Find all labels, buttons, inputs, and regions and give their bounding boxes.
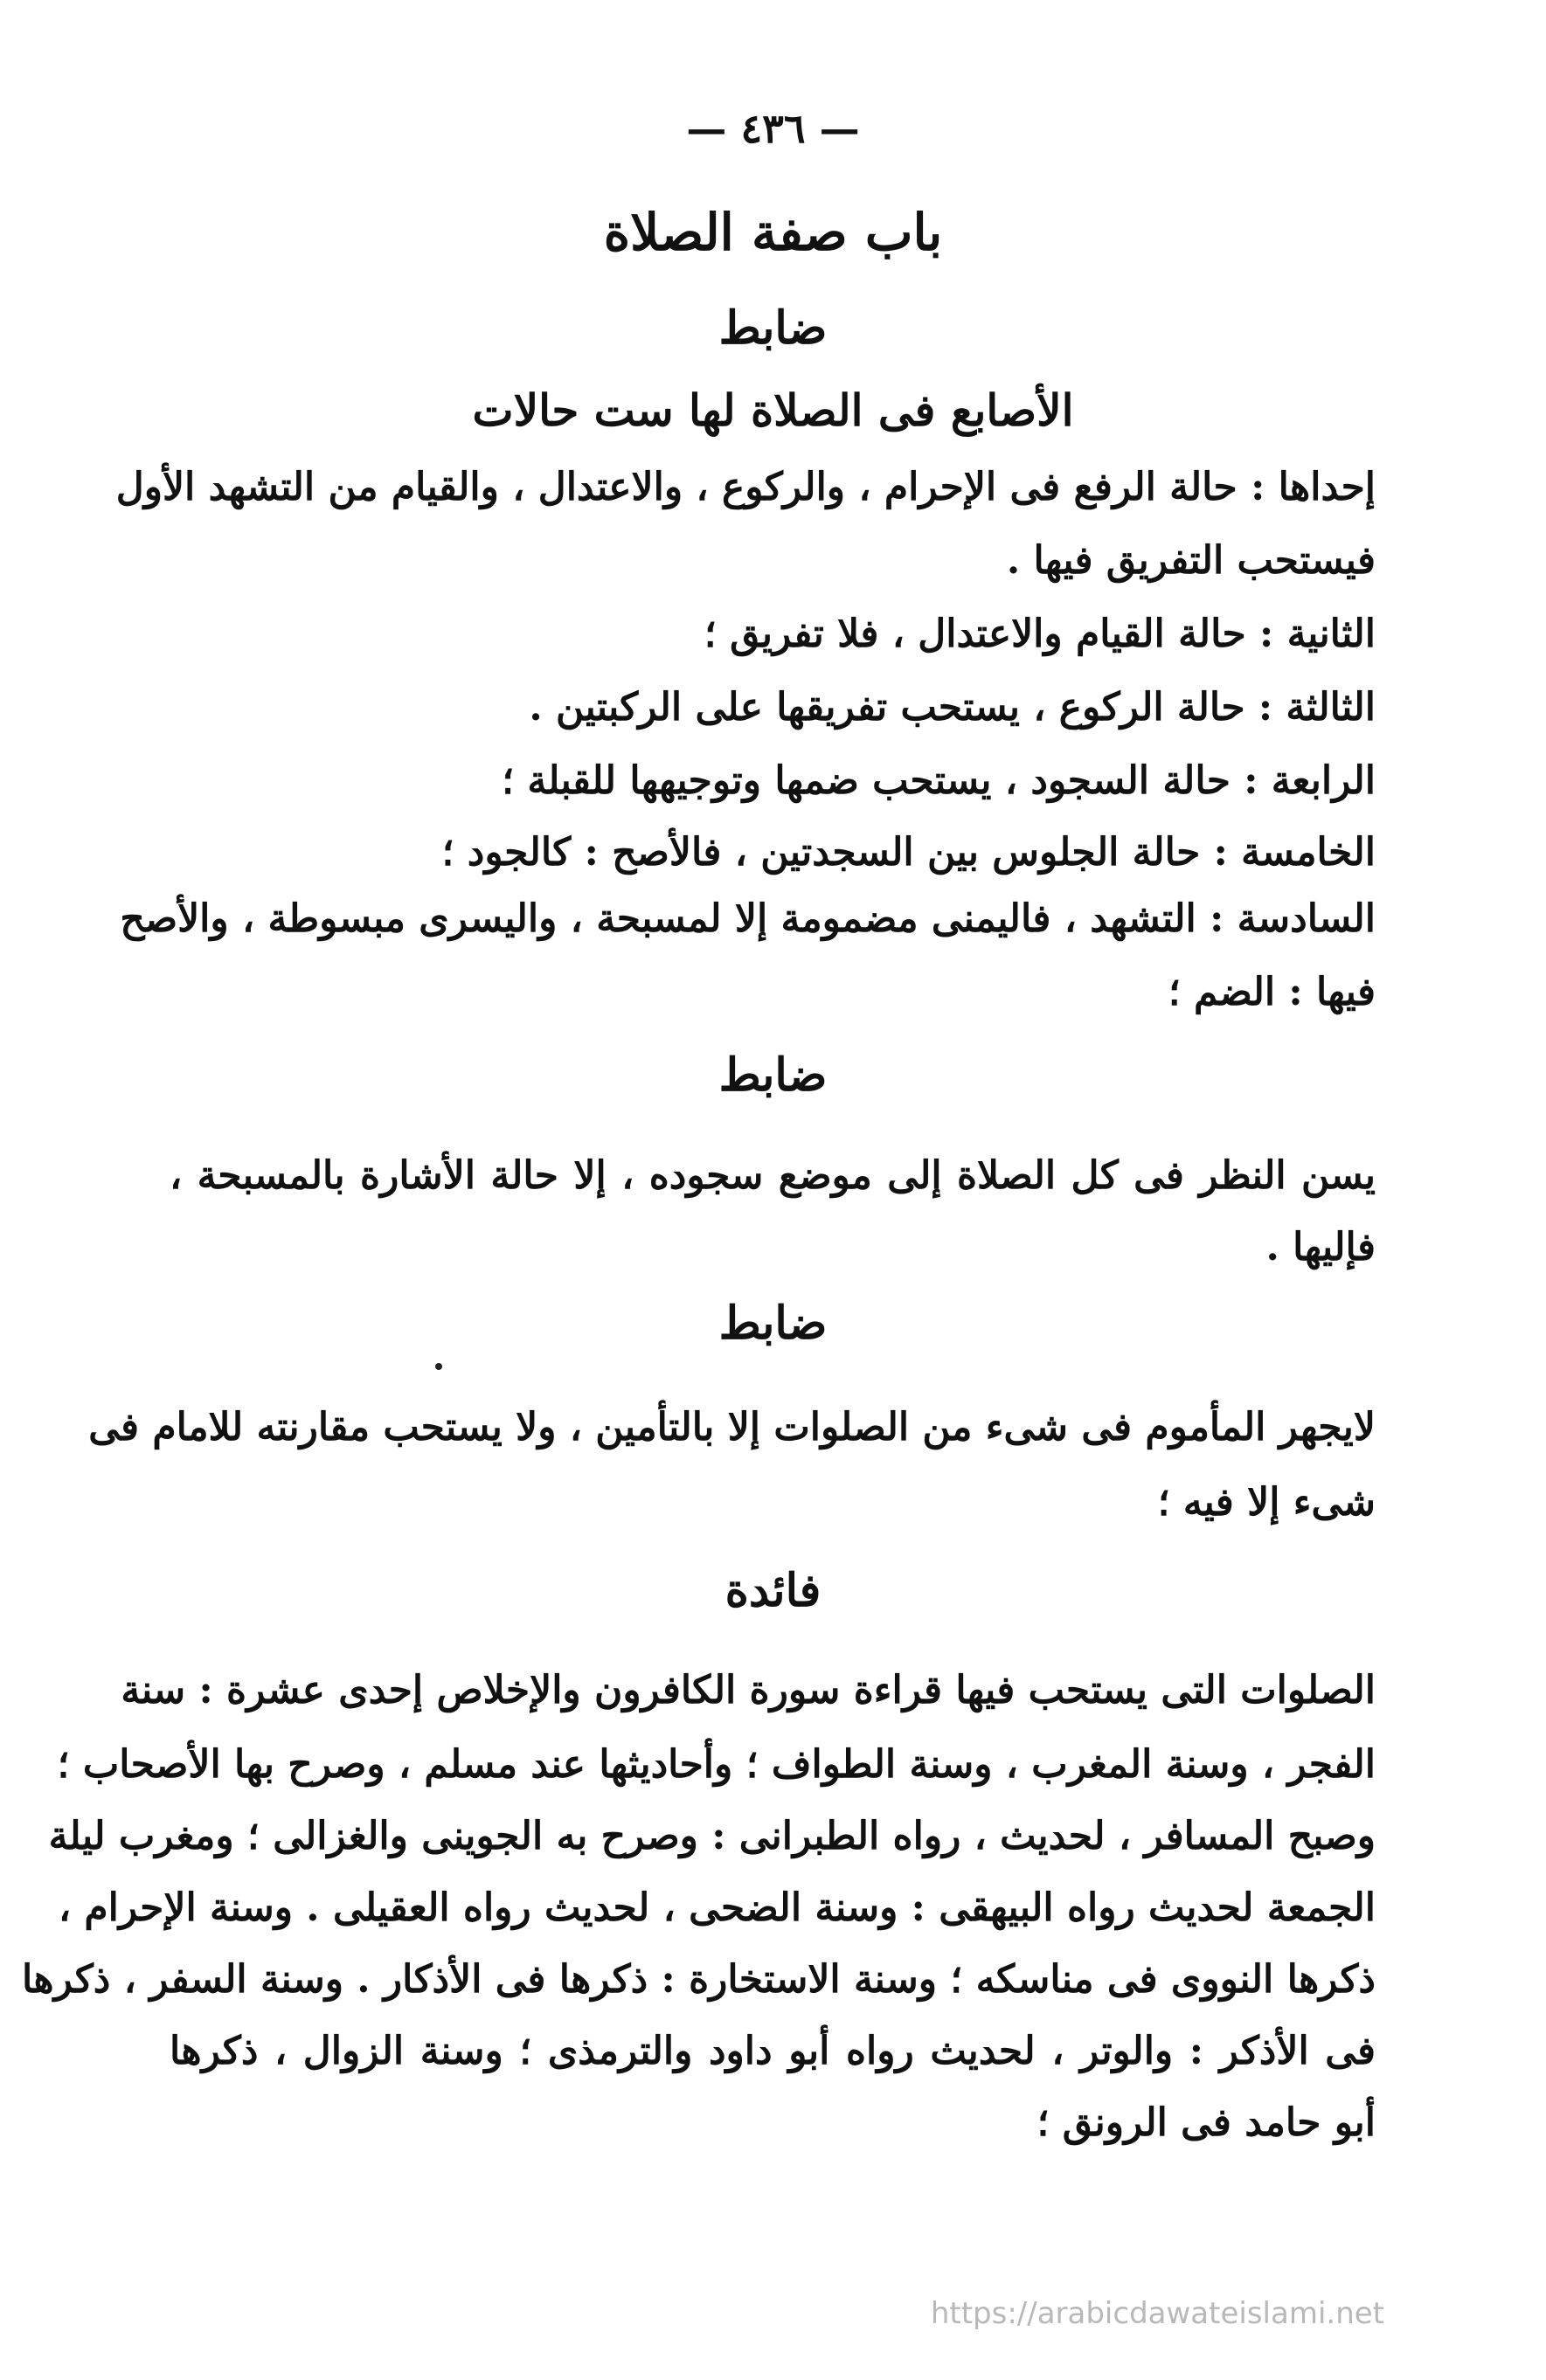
section-heading-3: ضابط <box>718 1297 828 1350</box>
print-speck <box>435 1363 442 1370</box>
text-line: الصلوات التى يستحب فيها قراءة سورة الكافرون والإخلاص إحدى عشرة : سنة <box>121 1668 1376 1712</box>
text-line: وصبح المسافر ، لحديث ، رواه الطبرانى : وصرح به الجوينى والغزالى ؛ ومغرب ليلة <box>48 1814 1376 1858</box>
text-line: فيها : الضم ؛ <box>1168 970 1376 1014</box>
text-line: شىء إلا فيه ؛ <box>1157 1480 1376 1525</box>
section-subheading-1: الأصابع فى الصلاة لها ست حالات <box>472 384 1074 436</box>
text-line: الثانية : حالة القيام والاعتدال ، فلا تفريق ؛ <box>704 612 1376 656</box>
section-heading-4: فائدة <box>724 1564 822 1617</box>
text-line: فى الأذكر : والوتر ، لحديث رواه أبو داود والترمذى ؛ وسنة الزوال ، ذكرها <box>170 2029 1376 2073</box>
text-line: الفجر ، وسنة المغرب ، وسنة الطواف ؛ وأحاديثها عند مسلم ، وصرح بها الأصحاب ؛ <box>57 1742 1376 1787</box>
section-heading-2: ضابط <box>718 1048 828 1102</box>
chapter-title: باب صفة الصلاة <box>603 203 943 262</box>
text-line: الخامسة : حالة الجلوس بين السجدتين ، فالأصح : كالجود ؛ <box>441 830 1376 875</box>
text-line: لايجهر المأموم فى شىء من الصلوات إلا بالتأمين ، ولا يستحب مقارنته للامام فى <box>88 1405 1376 1449</box>
text-line: الرابعة : حالة السجود ، يستحب ضمها وتوجيهها للقبلة ؛ <box>502 758 1376 803</box>
text-line: الثالثة : حالة الركوع ، يستحب تفريقها على الركبتين . <box>529 685 1376 730</box>
text-line: فيستحب التفريق فيها . <box>1006 538 1376 583</box>
section-heading-1: ضابط <box>718 301 828 355</box>
text-line: أبو حامد فى الرونق ؛ <box>1036 2100 1376 2145</box>
text-line: إحداها : حالة الرفع فى الإحرام ، والركوع ، والاعتدال ، والقيام من التشهد الأول <box>115 465 1376 509</box>
text-line: الجمعة لحديث رواه البيهقى : وسنة الضحى ، لحديث رواه العقيلى . وسنة الإحرام ، <box>58 1885 1376 1930</box>
text-line: السادسة : التشهد ، فاليمنى مضمومة إلا لمسبحة ، واليسرى مبسوطة ، والأصح <box>120 896 1376 941</box>
text-line: ذكرها النووى فى مناسكه ؛ وسنة الاستخارة : ذكرها فى الأذكار . وسنة السفر ، ذكرها <box>21 1957 1376 2002</box>
text-line: يسن النظر فى كل الصلاة إلى موضع سجوده ، إلا حالة الأشارة بالمسبحة ، <box>170 1153 1376 1198</box>
text-line: فإليها . <box>1265 1225 1376 1270</box>
watermark-url: https://arabicdawateislami.net <box>930 2296 1384 2331</box>
page-number: — ٤٣٦ — <box>686 105 860 152</box>
